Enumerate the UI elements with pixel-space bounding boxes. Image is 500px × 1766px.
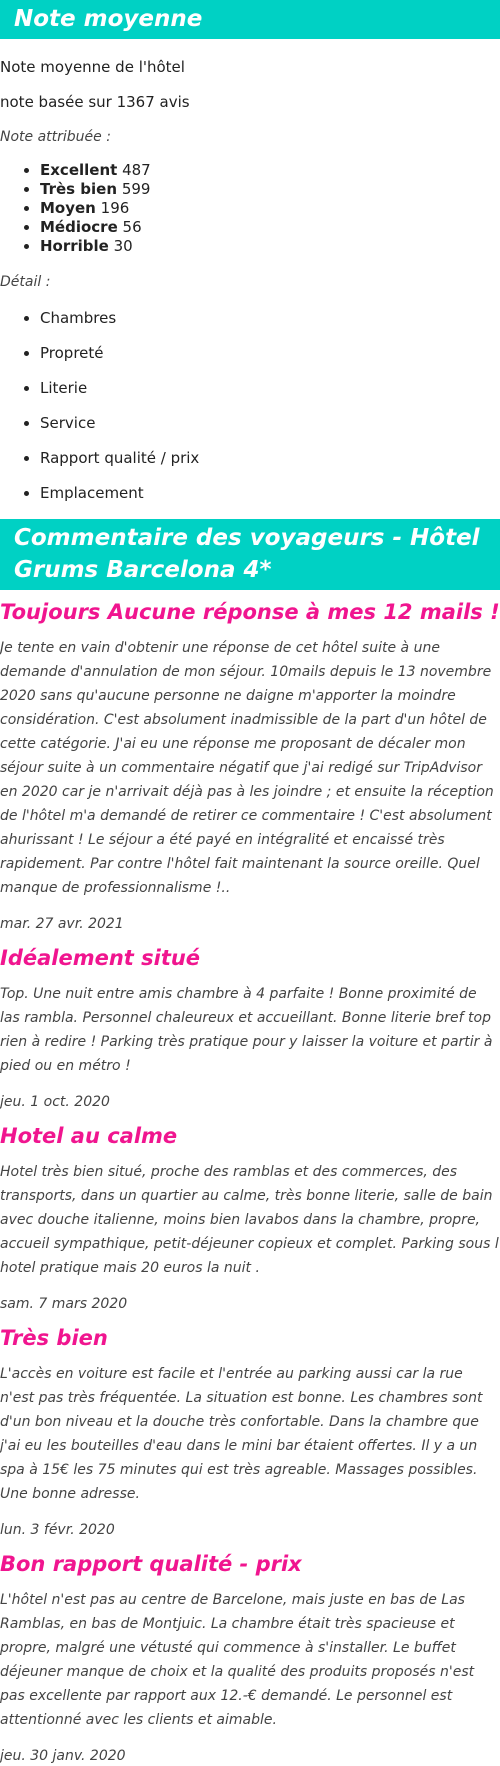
rating-based-on: note basée sur 1367 avis xyxy=(0,93,190,111)
detail-item-literie: • Literie xyxy=(40,378,500,398)
review-item xyxy=(0,590,500,934)
detail-item-chambres: • Chambres xyxy=(40,308,500,328)
reviews-list xyxy=(0,590,500,1766)
review-text: L'accès en voiture est facile et l'entrée au parking aussi car la rue n'est pas très fréquentée. La situation est bonne. Les chambres sont d'un bon niveau et la douche très confortable. Dans la chambre que j'ai eu les bouteilles d'eau dans le mini bar étaient offertes. Il y a un spa à 15€ les 75 minutes qui est très agreable. Massages possibles. Une bonne adresse. xyxy=(0,1366,483,1502)
review-date: jeu. 30 janv. 2020 xyxy=(0,1748,126,1764)
review-title: Toujours Aucune réponse à mes 12 mails ! xyxy=(0,600,500,624)
rating-label: Horrible xyxy=(40,237,109,255)
rating-count: 30 xyxy=(113,237,133,255)
rating-label: Moyen xyxy=(40,199,96,217)
detail-item-service: • Service xyxy=(40,413,500,433)
rating-count: 487 xyxy=(122,161,151,179)
detail-item-proprete: • Propreté xyxy=(40,343,500,363)
review-date: mar. 27 avr. 2021 xyxy=(0,916,124,932)
review-date: lun. 3 févr. 2020 xyxy=(0,1522,115,1538)
review-text: L'hôtel n'est pas au centre de Barcelone, mais juste en bas de Las Ramblas, en bas de Montjuic. La chambre était très spacieuse et propre, malgré une vétusté qui commence à s'installer. Le buffet déjeuner manque de choix et la qualité des produits proposés n'est pas excellente par rapport aux 12.-€ demandé. Le personnel est attentionné avec les clients et aimable. xyxy=(0,1592,475,1728)
rating-count: 599 xyxy=(121,180,151,198)
rating-subtitle: Note moyenne de l'hôtel xyxy=(0,58,185,76)
detail-item-rapport-qualite-prix: • Rapport qualité / prix xyxy=(40,448,500,468)
rating-section-header: Note moyenne xyxy=(0,0,500,39)
rating-item-excellent xyxy=(40,161,500,180)
rating-label: Excellent xyxy=(40,161,118,179)
rating-count: 56 xyxy=(122,218,142,236)
review-text: Je tente en vain d'obtenir une réponse de cet hôtel suite à une demande d'annulation de mon séjour. 10mails depuis le 13 novembre 2020 sans qu'aucune personne ne daigne m'apporter la moindre considération. C'est absolument inadmissible de la part d'un hôtel de cette catégorie. J'ai eu une réponse me proposant de décaler mon séjour suite à un commentaire négatif que j'ai redigé sur TripAdvisor en 2020 car je n'arrivait déjà pas à les joindre ; et ensuite la réception de l'hôtel m'a demandé de retirer ce commentaire ! C'est absolument ahurissant ! Le séjour a été payé en intégralité et encaissé très rapidement. Par contre l'hôtel fait maintenant la source oreille. Quel manque de professionnalisme !.. xyxy=(0,640,494,896)
review-text: Top. Une nuit entre amis chambre à 4 parfaite ! Bonne proximité de las rambla. Personnel chaleureux et accueillant. Bonne literie bref top rien à redire ! Parking très pratique pour y laisser la voiture et partir à pied ou en métro ! xyxy=(0,986,493,1074)
rating-item-horrible xyxy=(40,237,500,256)
review-text: Hotel très bien situé, proche des ramblas et des commerces, des transports, dans un quartier au calme, très bonne literie, salle de bain avec douche italienne, moins bien lavabos dans la chambre, propre, accueil sympathique, petit-déjeuner copieux et complet. Parking sous l hotel pratique mais 20 euros la nuit . xyxy=(0,1164,499,1276)
review-title: Idéalement situé xyxy=(0,946,201,970)
review-item xyxy=(0,1540,500,1766)
review-title: Hotel au calme xyxy=(0,1124,178,1148)
rating-distribution-list xyxy=(0,161,500,256)
review-item xyxy=(0,1112,500,1314)
rating-item-moyen xyxy=(40,199,500,218)
review-title: Bon rapport qualité - prix xyxy=(0,1552,302,1576)
detail-item-emplacement: • Emplacement xyxy=(40,483,500,503)
rating-summary xyxy=(0,39,500,503)
review-title: Très bien xyxy=(0,1326,108,1350)
rating-label: Très bien xyxy=(40,180,118,198)
review-date: sam. 7 mars 2020 xyxy=(0,1296,128,1312)
reviews-section-header: Commentaire des voyageurs - Hôtel Grums Barcelona 4* xyxy=(0,519,500,590)
rating-item-tres-bien xyxy=(40,180,500,199)
rating-item-mediocre xyxy=(40,218,500,237)
rating-label: Médiocre xyxy=(40,218,118,236)
review-date: jeu. 1 oct. 2020 xyxy=(0,1094,110,1110)
review-item xyxy=(0,934,500,1112)
rating-given-label: Note attribuée : xyxy=(0,129,111,145)
review-item xyxy=(0,1314,500,1540)
rating-detail-label: Détail : xyxy=(0,274,51,290)
rating-detail-list xyxy=(0,308,500,503)
rating-count: 196 xyxy=(100,199,130,217)
